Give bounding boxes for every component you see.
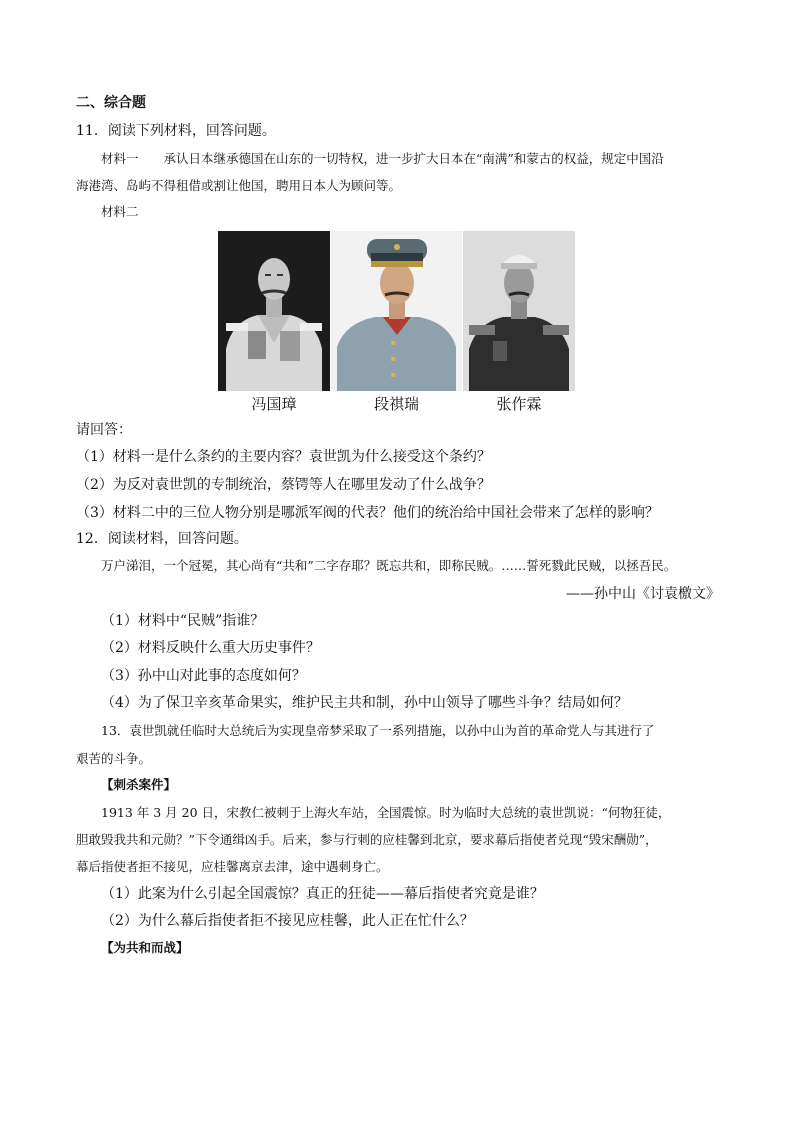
section-title: 二、综合题 [76,95,146,111]
question-13-stem-line-2: 艰苦的斗争。 [76,751,152,766]
warlord-photos [218,231,575,417]
q12-sub-4: （4）为了保卫辛亥革命果实，维护民主共和制，孙中山领导了哪些斗争？结局如何？ [101,695,628,711]
material-2-label: 材料二 [101,204,139,219]
q12-sub-1: （1）材料中“民贼”指谁？ [101,613,265,629]
fight-for-republic-heading: 【为共和而战】 [101,940,189,955]
photo-feng-guozhang [218,231,330,391]
caption-zhang-zuolin: 张作霖 [496,395,542,413]
caption-duan-qirui: 段祺瑞 [373,395,419,413]
q11-sub-2: （2）为反对袁世凯的专制统治，蔡锷等人在哪里发动了什么战争？ [76,477,491,493]
q13-sub-2: （2）为什么幕后指使者拒不接见应桂馨，此人正在忙什么？ [101,913,474,929]
question-11-stem: 11．阅读下列材料，回答问题。 [76,123,276,139]
assassination-case-heading: 【刺杀案件】 [101,777,177,792]
material-1-line-1: 材料一 承认日本继承德国在山东的一切特权，进一步扩大日本在“南满”和蒙古的权益，规定中国沿 [101,151,664,166]
case-text-line-1: 1913 年 3 月 20 日，宋教仁被刺于上海火车站，全国震惊。时为临时大总统的袁世凯说：“何物狂徒， [101,805,671,820]
q12-sub-3: （3）孙中山对此事的态度如何？ [101,668,306,684]
q12-quote-source: ——孙中山《讨袁檄文》 [566,586,720,602]
question-12-stem: 12．阅读材料，回答问题。 [76,531,248,547]
q11-sub-1: （1）材料一是什么条约的主要内容？袁世凯为什么接受这个条约？ [76,449,491,465]
case-text-line-3: 幕后指使者拒不接见，应桂馨离京去津，途中遇刺身亡。 [76,859,389,874]
q12-quote: 万户涕泪，一个冠冕，其心尚有“共和”二字存耶？既忘共和，即称民贼。……誓死戮此民贼，以拯吾民。 [101,558,677,573]
photo-duan-qirui [331,231,462,391]
q11-sub-3: （3）材料二中的三位人物分别是哪派军阀的代表？他们的统治给中国社会带来了怎样的影响？ [76,505,659,521]
case-text-line-2: 胆敢毁我共和元勋？”下令通缉凶手。后来，参与行刺的应桂馨到北京，要求幕后指使者兑现“毁宋酬勋”， [76,832,658,847]
please-answer-label: 请回答： [76,422,132,438]
q13-sub-1: （1）此案为什么引起全国震惊？真正的狂徒——幕后指使者究竟是谁？ [101,886,544,902]
question-13-stem-line-1: 13．袁世凯就任临时大总统后为实现皇帝梦采取了一系列措施，以孙中山为首的革命党人与其进行了 [101,723,655,738]
material-1-line-2: 海港湾、岛屿不得租借或割让他国，聘用日本人为顾问等。 [76,178,402,193]
caption-feng-guozhang: 冯国璋 [251,395,297,413]
q12-sub-2: （2）材料反映什么重大历史事件？ [101,640,320,656]
photo-zhang-zuolin [463,231,575,391]
